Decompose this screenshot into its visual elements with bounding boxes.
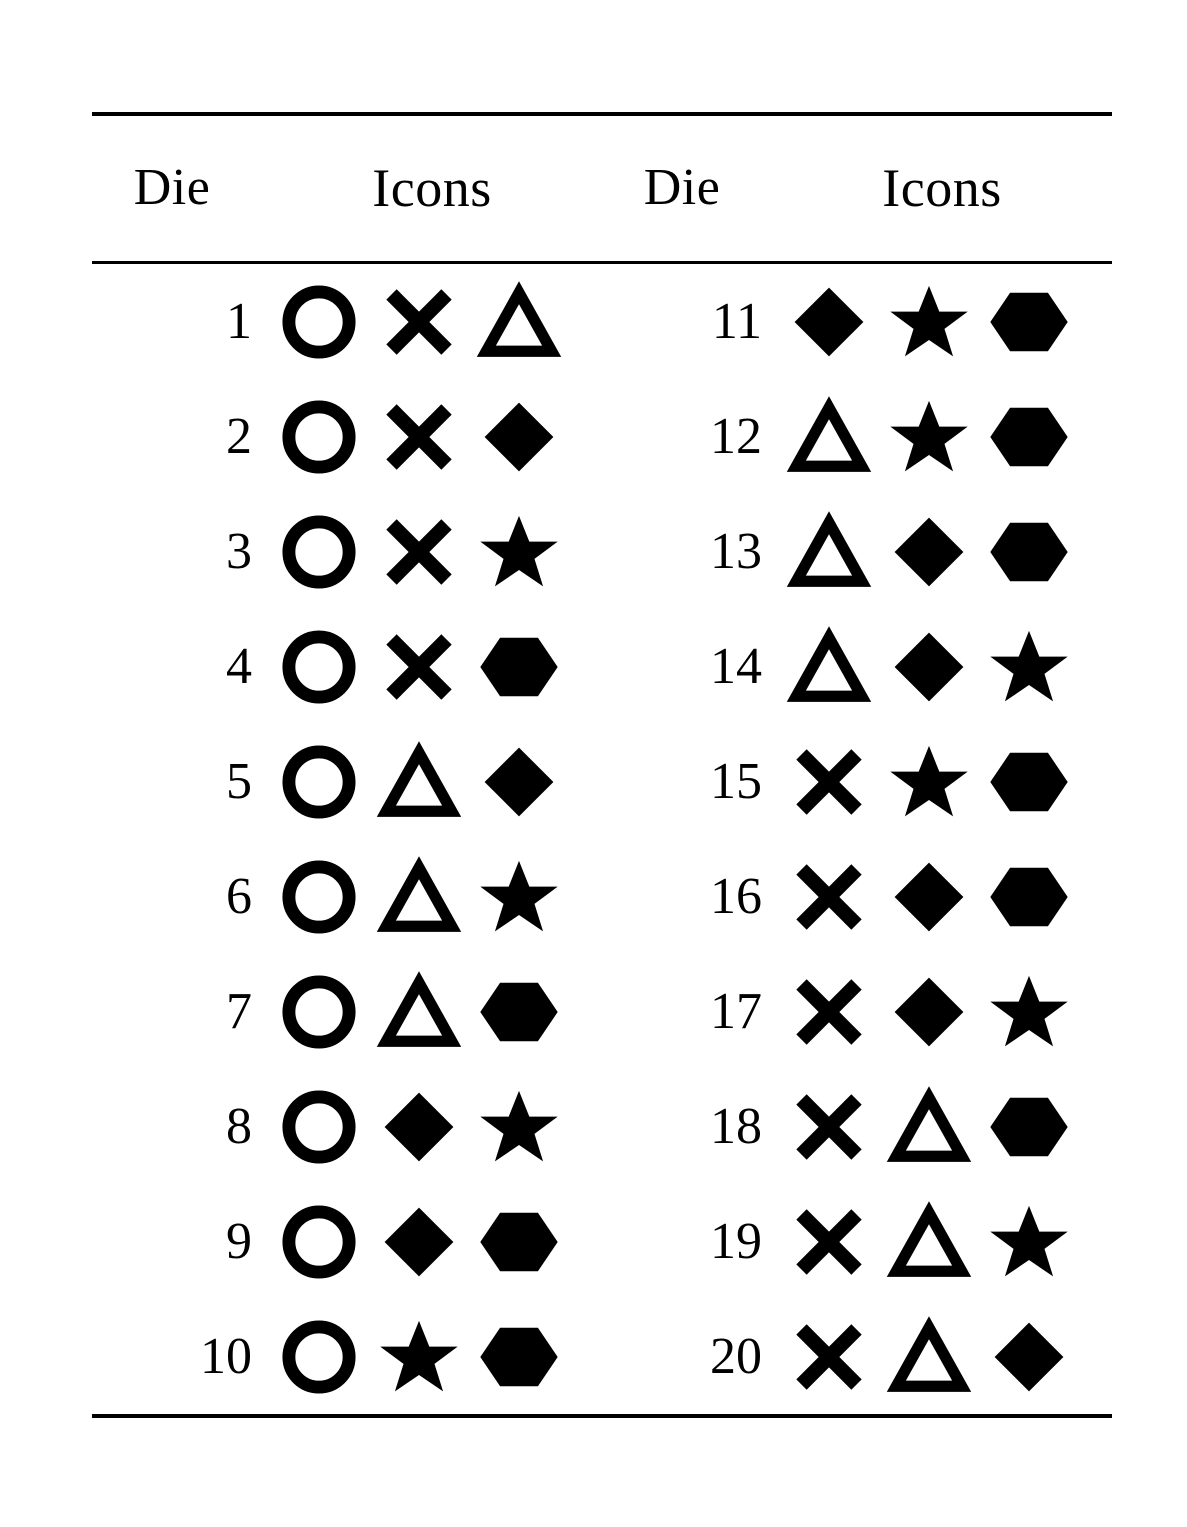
icon-strip <box>772 1084 1112 1170</box>
die-number-left: 10 <box>200 1328 252 1385</box>
hexagon-icon <box>986 1084 1072 1170</box>
diamond-icon <box>886 969 972 1055</box>
rule-seg <box>772 1416 1112 1418</box>
icons-cell-right <box>772 379 1112 494</box>
icon-strip <box>772 1314 1112 1400</box>
die-number-right: 13 <box>710 523 762 580</box>
triangle-icon <box>886 1314 972 1400</box>
icons-cell-right <box>772 1299 1112 1416</box>
die-number-left: 7 <box>226 983 252 1040</box>
rule-seg <box>92 1416 262 1418</box>
icon-strip <box>772 279 1112 365</box>
icons-cell-left <box>262 839 602 954</box>
icons-cell-left <box>262 264 602 379</box>
table-row <box>92 954 1112 1069</box>
cross-icon <box>376 624 462 710</box>
hexagon-icon <box>986 739 1072 825</box>
diamond-icon <box>476 394 562 480</box>
triangle-icon <box>476 279 562 365</box>
icons-cell-right <box>772 264 1112 379</box>
table-row <box>92 1299 1112 1416</box>
triangle-icon <box>786 624 872 710</box>
icons-cell-right <box>772 954 1112 1069</box>
header-icons-left: Icons <box>262 114 602 263</box>
diamond-icon <box>886 624 972 710</box>
icon-strip <box>772 394 1112 480</box>
icon-strip <box>772 1199 1112 1285</box>
hexagon-icon <box>986 854 1072 940</box>
die-number-left: 6 <box>226 868 252 925</box>
diamond-icon <box>886 854 972 940</box>
icons-cell-left <box>262 609 602 724</box>
star-icon <box>986 969 1072 1055</box>
table-row <box>92 1184 1112 1299</box>
star-icon <box>476 1084 562 1170</box>
triangle-icon <box>376 739 462 825</box>
icon-strip <box>262 739 602 825</box>
die-number-right: 18 <box>710 1098 762 1155</box>
circle-icon <box>276 624 362 710</box>
star-icon <box>986 1199 1072 1285</box>
header-die-right: Die <box>602 114 772 263</box>
cross-icon <box>786 739 872 825</box>
circle-icon <box>276 854 362 940</box>
icon-strip <box>262 624 602 710</box>
cross-icon <box>786 969 872 1055</box>
header-die-left: Die <box>92 114 262 263</box>
hexagon-icon <box>986 279 1072 365</box>
icon-strip <box>772 739 1112 825</box>
die-number-right: 17 <box>710 983 762 1040</box>
die-number-left: 9 <box>226 1213 252 1270</box>
diamond-icon <box>786 279 872 365</box>
table-row <box>92 839 1112 954</box>
header-icons-right: Icons <box>772 114 1112 263</box>
icons-cell-left <box>262 1069 602 1184</box>
table-row <box>92 1069 1112 1184</box>
icon-strip <box>262 854 602 940</box>
rule-seg <box>602 1416 772 1418</box>
icons-cell-right <box>772 1069 1112 1184</box>
icons-cell-left <box>262 494 602 609</box>
icon-strip <box>262 1199 602 1285</box>
die-icons-table-container <box>92 112 1092 1418</box>
icon-strip <box>772 969 1112 1055</box>
icon-strip <box>262 509 602 595</box>
die-number-right: 19 <box>710 1213 762 1270</box>
diamond-icon <box>376 1199 462 1285</box>
icons-cell-right <box>772 1184 1112 1299</box>
icons-cell-left <box>262 724 602 839</box>
icons-cell-left <box>262 379 602 494</box>
icons-cell-left <box>262 954 602 1069</box>
rule-seg <box>262 1416 602 1418</box>
circle-icon <box>276 1314 362 1400</box>
die-number-right: 20 <box>710 1328 762 1385</box>
star-icon <box>476 509 562 595</box>
diamond-icon <box>376 1084 462 1170</box>
die-number-right: 14 <box>710 638 762 695</box>
table-footer <box>92 1416 1112 1418</box>
triangle-icon <box>376 969 462 1055</box>
triangle-icon <box>786 509 872 595</box>
circle-icon <box>276 509 362 595</box>
die-number-left: 5 <box>226 753 252 810</box>
table-header-row <box>92 114 1112 263</box>
star-icon <box>886 739 972 825</box>
die-number-left: 1 <box>226 293 252 350</box>
icon-strip <box>262 1084 602 1170</box>
die-number-left: 8 <box>226 1098 252 1155</box>
cross-icon <box>376 279 462 365</box>
star-icon <box>886 394 972 480</box>
hexagon-icon <box>476 1199 562 1285</box>
icon-strip <box>262 1314 602 1400</box>
triangle-icon <box>886 1084 972 1170</box>
circle-icon <box>276 1084 362 1170</box>
icon-strip <box>262 394 602 480</box>
die-number-right: 16 <box>710 868 762 925</box>
table-row <box>92 379 1112 494</box>
hexagon-icon <box>476 969 562 1055</box>
die-number-right: 15 <box>710 753 762 810</box>
icon-strip <box>772 854 1112 940</box>
table-body <box>92 114 1112 264</box>
die-number-right: 12 <box>710 408 762 465</box>
die-number-left: 4 <box>226 638 252 695</box>
diamond-icon <box>476 739 562 825</box>
hexagon-icon <box>476 1314 562 1400</box>
cross-icon <box>376 394 462 480</box>
icon-strip <box>772 624 1112 710</box>
star-icon <box>476 854 562 940</box>
star-icon <box>886 279 972 365</box>
circle-icon <box>276 1199 362 1285</box>
table-row <box>92 609 1112 724</box>
die-number-left: 2 <box>226 408 252 465</box>
hexagon-icon <box>986 509 1072 595</box>
diamond-icon <box>886 509 972 595</box>
table-row <box>92 264 1112 379</box>
circle-icon <box>276 739 362 825</box>
icons-cell-right <box>772 724 1112 839</box>
cross-icon <box>786 1199 872 1285</box>
icons-cell-right <box>772 839 1112 954</box>
die-number-left: 3 <box>226 523 252 580</box>
die-number-right: 11 <box>711 293 762 350</box>
bottom-rule <box>92 1416 1112 1418</box>
cross-icon <box>376 509 462 595</box>
cross-icon <box>786 1084 872 1170</box>
cross-icon <box>786 854 872 940</box>
triangle-icon <box>376 854 462 940</box>
table-row <box>92 494 1112 609</box>
cross-icon <box>786 1314 872 1400</box>
icon-strip <box>262 279 602 365</box>
icons-cell-left <box>262 1299 602 1416</box>
icons-cell-left <box>262 1184 602 1299</box>
die-icons-table <box>92 112 1112 1418</box>
circle-icon <box>276 394 362 480</box>
icon-strip <box>772 509 1112 595</box>
circle-icon <box>276 279 362 365</box>
circle-icon <box>276 969 362 1055</box>
star-icon <box>376 1314 462 1400</box>
icon-strip <box>262 969 602 1055</box>
star-icon <box>986 624 1072 710</box>
triangle-icon <box>886 1199 972 1285</box>
table-rows <box>92 264 1112 1416</box>
icons-cell-right <box>772 609 1112 724</box>
diamond-icon <box>986 1314 1072 1400</box>
hexagon-icon <box>476 624 562 710</box>
icons-cell-right <box>772 494 1112 609</box>
table-row <box>92 724 1112 839</box>
triangle-icon <box>786 394 872 480</box>
hexagon-icon <box>986 394 1072 480</box>
